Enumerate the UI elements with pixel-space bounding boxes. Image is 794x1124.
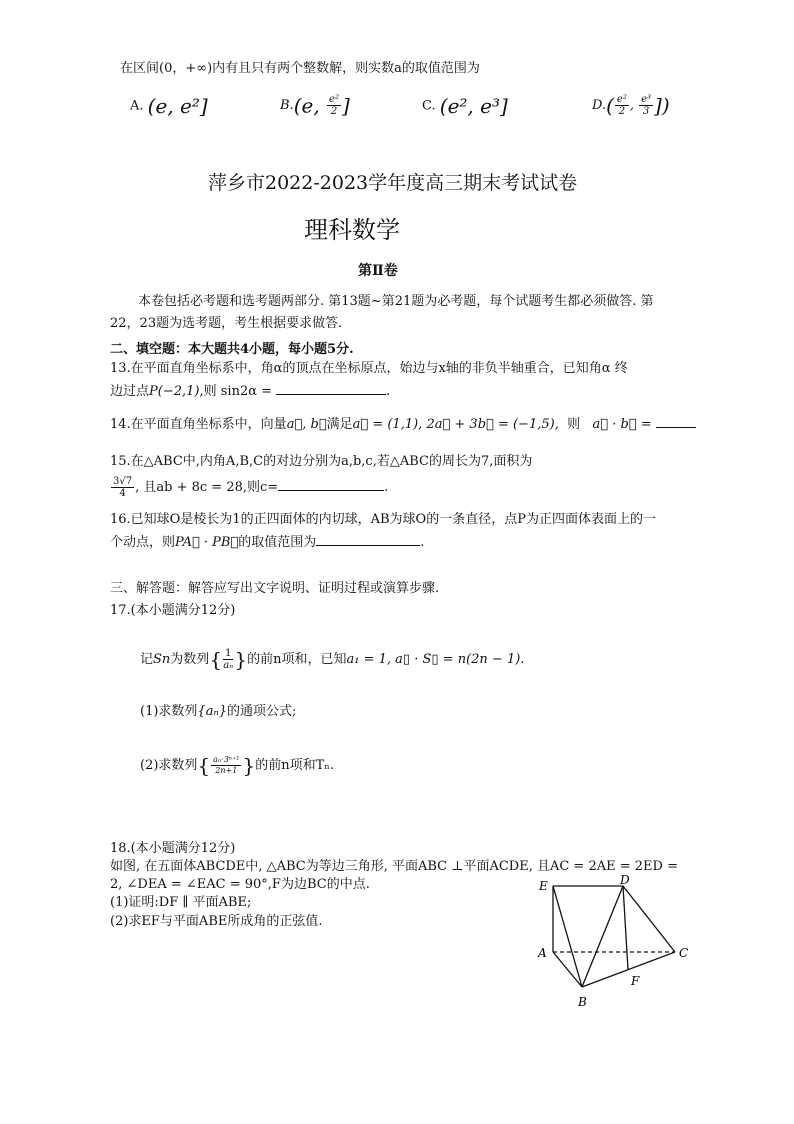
q12-text: 在区间(0，+∞)内有且只有两个整数解，则实数a的取值范围为	[120, 61, 480, 76]
edge-DB	[582, 886, 623, 987]
q18-part-2: (2)求EF与平面ABE所成角的正弦值.	[110, 914, 323, 929]
q16-line-2: 个动点，则PA⃗ · PB⃗的取值范围为 .	[110, 535, 425, 550]
label-B: B	[578, 995, 587, 1009]
intro-line-2: 22，23题为选考题，考生根据要求做答.	[110, 316, 343, 331]
edge-DF	[623, 886, 628, 970]
label-D: D	[620, 873, 630, 887]
q18-part-1: (1)证明:DF ∥ 平面ABE;	[110, 895, 252, 910]
section-fill-blank: 二、填空题：本大题共4小题，每小题5分.	[110, 342, 354, 357]
q12-option-d: D.( $\frac{\text{e²}}{2}$ , $\frac{\text{e³}}{3}$ ])	[592, 93, 670, 118]
label-E: E	[539, 879, 548, 893]
q15-line-2: $\frac{3√7}{4}$ , 且ab + 8c = 28,则c= .	[113, 476, 389, 499]
pentahedron-figure	[530, 872, 700, 1012]
q18-line-1: 如图, 在五面体ABCDE中, △ABC为等边三角形, 平面ABC ⊥平面ACDE, 且AC = 2AE = 2ED =	[110, 859, 678, 874]
edge-DC	[623, 886, 675, 952]
edge-EB	[553, 886, 582, 987]
q12-option-b: B.(e, $\frac{\text{e²}}{2}$ ]	[280, 93, 350, 118]
q15-answer-blank	[278, 478, 384, 491]
q17-part-1: (1)求数列{aₙ}的通项公式;	[140, 704, 297, 719]
q14-answer-blank	[656, 415, 696, 428]
q12-option-a: A. (e, e²]	[130, 94, 208, 118]
label-F: F	[631, 974, 640, 988]
intro-line-1: 本卷包括必考题和选考题两部分. 第13题~第21题为必考题，每个试题考生都必须做答. 第	[138, 294, 654, 309]
q17-part-2: (2)求数列{ $\frac{\text{aₙ·3ⁿ⁺¹}}{2n+1}$ }的前n项和Tₙ.	[140, 753, 335, 778]
exam-title: 萍乡市2022-2023学年度高三期末考试试卷	[208, 172, 578, 194]
label-C: C	[679, 946, 689, 960]
volume-title: 第Ⅱ卷	[358, 263, 398, 279]
edge-BC	[582, 952, 675, 987]
q13-line-2: 边过点P(−2,1),则 sin2α = .	[110, 384, 391, 399]
q17-head: 17.(本小题满分12分)	[110, 603, 236, 618]
q12-option-c: C. (e², e³]	[422, 94, 508, 118]
q18-head: 18.(本小题满分12分)	[110, 841, 236, 856]
q13-answer-blank	[276, 382, 386, 395]
q13-line-1: 13.在平面直角坐标系中，角α的顶点在坐标原点，始边与x轴的非负半轴重合，已知角α 终	[110, 361, 628, 376]
q14-line: 14.在平面直角坐标系中，向量a⃗, b⃗满足a⃗ = (1,1), 2a⃗ + 3b⃗ = (−1,5), 则 a⃗ · b⃗ =	[110, 415, 696, 434]
q17-stem: 记Sn为数列{ $\frac{1}{\text{aₙ}}$ }的前n项和，已知a₁ = 1, a▯ · S▯ = n(2n − 1).	[140, 647, 525, 672]
q15-line-1: 15.在△ABC中,内角A,B,C的对边分别为a,b,c,若△ABC的周长为7,面积为	[110, 454, 533, 469]
section-solutions: 三、解答题：解答应写出文字说明、证明过程或演算步骤.	[110, 581, 440, 596]
subject-title: 理科数学	[304, 216, 400, 244]
q18-line-2: 2, ∠DEA = ∠EAC = 90°,F为边BC的中点.	[110, 877, 370, 892]
label-A: A	[538, 946, 547, 960]
q16-answer-blank	[316, 533, 420, 546]
q16-line-1: 16.已知球O是棱长为1的正四面体的内切球，AB为球O的一条直径，点P为正四面体表面上的一	[110, 512, 656, 527]
